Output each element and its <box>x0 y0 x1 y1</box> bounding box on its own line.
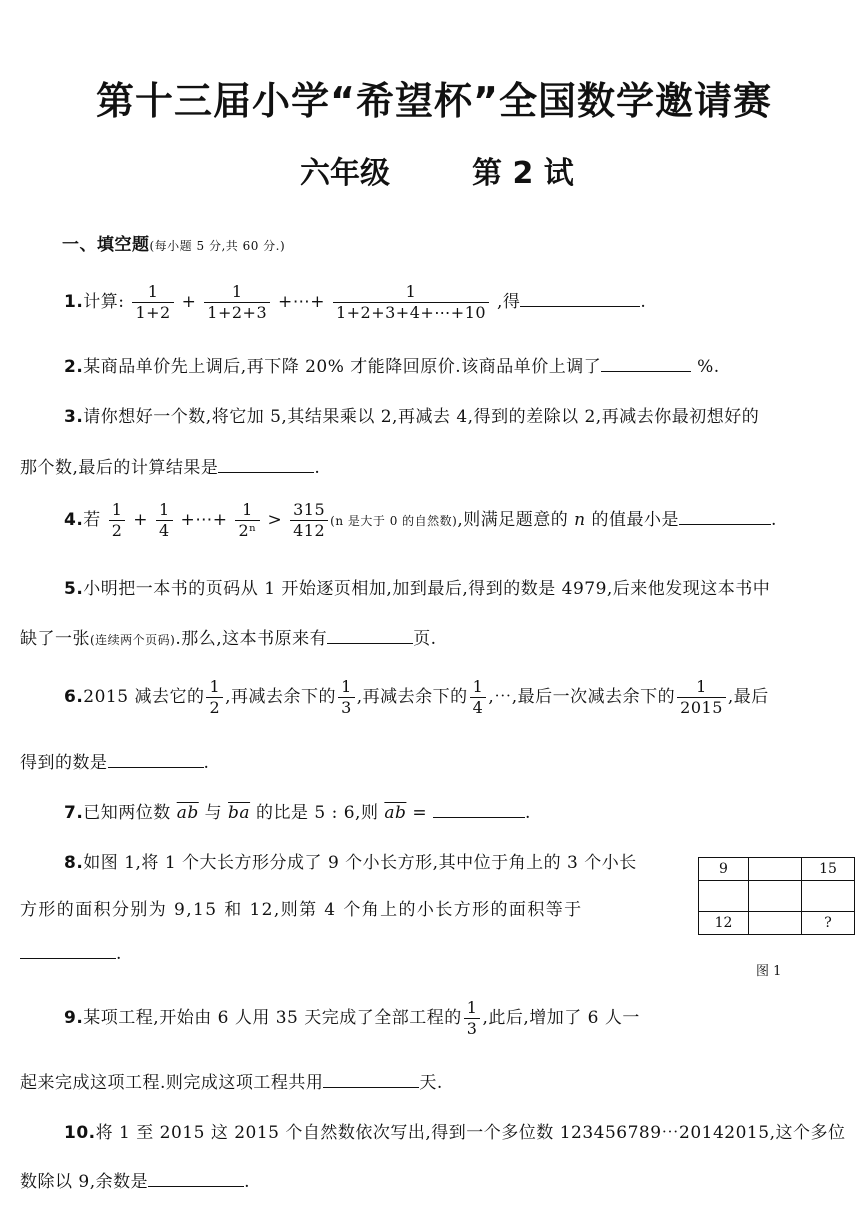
question-6 <box>64 677 769 718</box>
overline-ab: $\overline{ab}$ <box>176 803 199 823</box>
q7-c: 的比是 5 : 6,则 <box>255 803 379 823</box>
overline-ab: $\overline{ab}$ <box>384 803 407 823</box>
grid-cell <box>699 881 749 912</box>
q5-note: (连续两个页码) <box>90 633 176 647</box>
grid-cell: 12 <box>699 912 749 935</box>
fraction: $\frac{1}{4}$ <box>470 677 487 718</box>
grade-label: 六年级 <box>300 156 390 191</box>
q9-line2: 起来完成这项工程.则完成这项工程共用 <box>20 1073 324 1093</box>
question-number: 5. <box>64 579 84 599</box>
q5-line1: 小明把一本书的页码从 1 开始逐页相加,加到最后,得到的数是 4979,后来他发现这本书中 <box>83 579 771 599</box>
section-heading <box>62 230 285 255</box>
plus-sign: + <box>181 292 197 312</box>
answer-blank[interactable] <box>679 523 771 525</box>
question-number: 9. <box>64 1008 84 1028</box>
answer-blank[interactable] <box>323 1086 419 1088</box>
q9-a: 某项工程,开始由 6 人用 35 天完成了全部工程的 <box>83 1008 462 1028</box>
question-3 <box>64 402 759 427</box>
question-number: 6. <box>64 687 84 707</box>
q10-line1: 将 1 至 2015 这 2015 个自然数依次写出,得到一个多位数 123456789⋯20142015,这个多位 <box>95 1123 846 1143</box>
grid-cell: ? <box>802 912 855 935</box>
answer-blank[interactable] <box>218 471 314 473</box>
question-8-cont <box>20 895 583 920</box>
fraction: $\frac{1}{3}$ <box>464 998 481 1039</box>
fraction: $\frac{1}{1+2}$ <box>132 282 173 323</box>
q7-b: 与 <box>204 803 223 823</box>
period: . <box>640 292 647 312</box>
answer-blank[interactable] <box>148 1185 244 1187</box>
question-1 <box>64 282 646 323</box>
grid-cell: 15 <box>802 858 855 881</box>
fraction: $\frac{1}{2}$ <box>109 500 126 541</box>
grid-row <box>699 912 855 935</box>
question-9 <box>64 998 640 1039</box>
question-9-cont <box>20 1068 443 1093</box>
fraction: $\frac{1}{1+2+3}$ <box>204 282 270 323</box>
q6-e: ,最后 <box>727 687 769 707</box>
question-number: 7. <box>64 803 84 823</box>
greater-than: > <box>267 510 283 530</box>
grid-cell <box>749 912 802 935</box>
question-6-cont <box>20 748 209 773</box>
q6-line2: 得到的数是 <box>20 753 108 773</box>
q1-post: ,得 <box>496 292 521 312</box>
answer-blank[interactable] <box>327 642 413 644</box>
q7-a: 已知两位数 <box>83 803 171 823</box>
fraction: $\frac{1}{\text{2ⁿ}}$ <box>235 500 259 541</box>
answer-blank[interactable] <box>601 370 691 372</box>
q10-line2: 数除以 9,余数是 <box>20 1172 149 1192</box>
question-number: 10. <box>64 1123 96 1143</box>
q5-line2b: .那么,这本书原来有 <box>175 629 328 649</box>
question-8-answer <box>20 944 122 964</box>
question-number: 3. <box>64 407 84 427</box>
percent-suffix: %. <box>697 357 720 377</box>
q2-text: 某商品单价先上调后,再下降 20% 才能降回原价.该商品单价上调了 <box>83 357 602 377</box>
period: . <box>116 944 122 964</box>
q6-c: ,再减去余下的 <box>356 687 468 707</box>
fraction: $\frac{315}{412}$ <box>290 500 328 541</box>
fraction: $\frac{1}{3}$ <box>338 677 355 718</box>
fraction: $\frac{1}{2015}$ <box>677 677 726 718</box>
q4-pre: 若 <box>83 510 101 530</box>
answer-blank[interactable] <box>108 766 204 768</box>
round-label: 第 2 试 <box>472 156 574 191</box>
ellipsis-term: +⋯+ <box>180 510 228 530</box>
question-5-cont <box>20 624 437 649</box>
q8-line2: 方形的面积分别为 9,15 和 12,则第 4 个角上的小长方形的面积等于 <box>20 900 583 920</box>
q6-a: 2015 减去它的 <box>83 687 205 707</box>
answer-blank[interactable] <box>520 305 640 307</box>
grid-row <box>699 858 855 881</box>
answer-blank[interactable] <box>20 957 116 959</box>
fraction: $\frac{1}{4}$ <box>156 500 173 541</box>
grid-cell <box>749 881 802 912</box>
period: . <box>314 458 321 478</box>
question-2 <box>64 352 720 377</box>
question-10 <box>64 1118 845 1143</box>
question-number: 4. <box>64 510 84 530</box>
page-title: 第十三届小学“希望杯”全国数学邀请赛 <box>96 79 772 123</box>
figure-caption: 图 1 <box>756 964 782 979</box>
ellipsis-term: +⋯+ <box>278 292 326 312</box>
variable-n: n <box>574 510 586 530</box>
unit-suffix: 天. <box>419 1073 443 1093</box>
equals-sign: = <box>412 803 428 823</box>
question-number: 8. <box>64 853 84 873</box>
unit-suffix: 页. <box>413 629 437 649</box>
question-8 <box>64 848 637 873</box>
question-10-cont <box>20 1167 250 1192</box>
q4-post1: ,则满足题意的 <box>457 510 569 530</box>
period: . <box>771 510 777 530</box>
question-number: 1. <box>64 292 84 312</box>
question-5 <box>64 574 770 599</box>
question-number: 2. <box>64 357 84 377</box>
q8-line1: 如图 1,将 1 个大长方形分成了 9 个小长方形,其中位于角上的 3 个小长 <box>83 853 637 873</box>
answer-blank[interactable] <box>433 816 525 818</box>
q4-post2: 的值最小是 <box>591 510 680 530</box>
period: . <box>244 1172 251 1192</box>
q9-b: ,此后,增加了 6 人一 <box>482 1008 640 1028</box>
period: . <box>524 803 531 823</box>
q4-note: (n 是大于 0 的自然数) <box>330 514 458 528</box>
period: . <box>203 753 210 773</box>
question-3-cont <box>20 453 320 478</box>
grid-row <box>699 881 855 912</box>
q6-d: ,⋯,最后一次减去余下的 <box>488 687 676 707</box>
q6-b: ,再减去余下的 <box>225 687 337 707</box>
fraction: $\frac{1}{2}$ <box>206 677 223 718</box>
grid-cell <box>802 881 855 912</box>
grid-cell <box>749 858 802 881</box>
q3-line1: 请你想好一个数,将它加 5,其结果乘以 2,再减去 4,得到的差除以 2,再减去你最初想好的 <box>83 407 760 427</box>
question-4 <box>64 500 777 541</box>
overline-ba: $\overline{ba}$ <box>228 803 251 823</box>
grid-cell: 9 <box>699 858 749 881</box>
question-7 <box>64 798 531 823</box>
figure-1-grid <box>698 857 855 935</box>
q5-line2a: 缺了一张 <box>20 629 90 649</box>
plus-sign: + <box>133 510 149 530</box>
q1-pre: 计算: <box>83 292 125 312</box>
fraction: $\frac{1}{1+2+3+4+\cdots+10}$ <box>333 282 489 323</box>
section-note: (每小题 5 分,共 60 分.) <box>149 239 286 253</box>
section-label: 一、填空题 <box>62 235 150 255</box>
q3-line2: 那个数,最后的计算结果是 <box>20 458 219 478</box>
